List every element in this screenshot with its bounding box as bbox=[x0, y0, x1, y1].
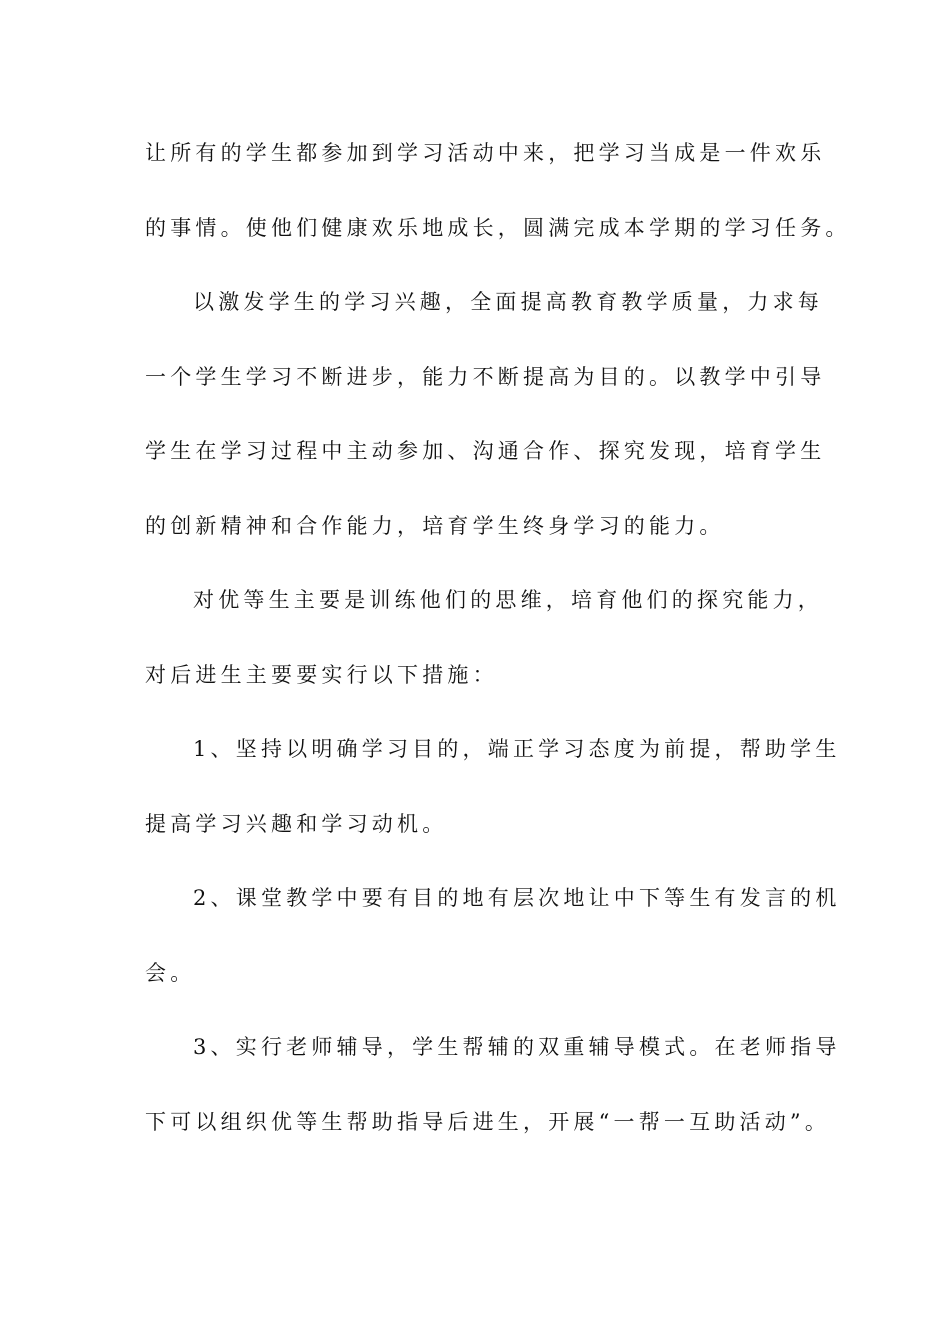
text-line-1: 让所有的学生都参加到学习活动中来，把学习当成是一件欢乐 bbox=[145, 141, 826, 165]
text-line-8: 对后进生主要要实行以下措施： bbox=[145, 662, 498, 687]
text-line-12: 会。 bbox=[145, 960, 196, 985]
text-line-3: 以激发学生的学习兴趣，全面提高教育教学质量，力求每 bbox=[193, 290, 823, 314]
text-line-5: 学生在学习过程中主动参加、沟通合作、探究发现，培育学生 bbox=[145, 439, 826, 463]
text-line-10: 提高学习兴趣和学习动机。 bbox=[145, 811, 448, 836]
text-line-2: 的事情。使他们健康欢乐地成长，圆满完成本学期的学习任务。 bbox=[145, 215, 851, 240]
text-line-14: 下可以组织优等生帮助指导后进生，开展“一帮一互助活动”。 bbox=[145, 1109, 831, 1134]
text-line-11: 2、课堂教学中要有目的地有层次地让中下等生有发言的机 bbox=[193, 886, 841, 910]
text-line-13: 3、实行老师辅导，学生帮辅的双重辅导模式。在老师指导 bbox=[193, 1035, 841, 1059]
text-line-4: 一个学生学习不断进步，能力不断提高为目的。以教学中引导 bbox=[145, 364, 826, 389]
text-line-6: 的创新精神和合作能力，培育学生终身学习的能力。 bbox=[145, 513, 725, 538]
document-body bbox=[145, 128, 851, 1171]
text-line-7: 对优等生主要是训练他们的思维，培育他们的探究能力， bbox=[193, 588, 823, 612]
text-line-9: 1、坚持以明确学习目的，端正学习态度为前提，帮助学生 bbox=[193, 737, 841, 761]
